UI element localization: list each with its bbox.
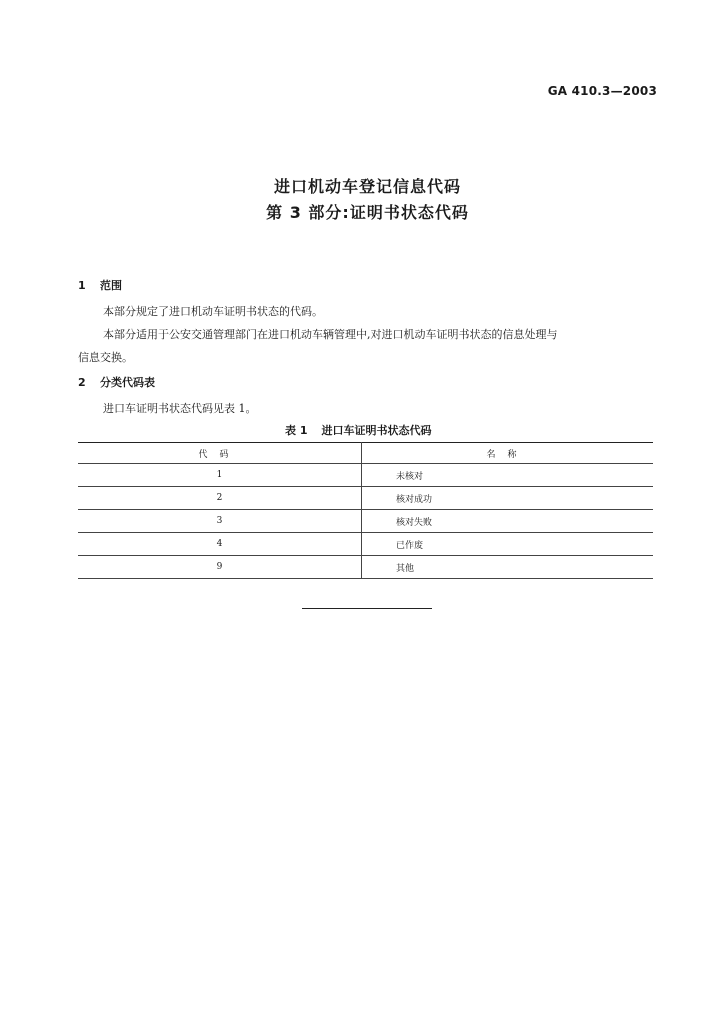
row-name: 已作废 [362, 533, 654, 556]
classification-body [78, 397, 658, 420]
code-table [78, 442, 653, 579]
table-number: 表 1 [285, 424, 308, 437]
scope-paragraph-2-line-1: 本部分适用于公安交通管理部门在进口机动车辆管理中,对进口机动车证明书状态的信息处理与 [103, 328, 558, 341]
section-number: 2 [78, 376, 86, 389]
row-name: 其他 [362, 556, 654, 579]
row-name: 核对失败 [362, 510, 654, 533]
table-header-row [78, 443, 653, 464]
section-number: 1 [78, 279, 86, 292]
row-code: 4 [78, 533, 362, 556]
row-name: 未核对 [362, 464, 654, 487]
table-row [78, 464, 653, 487]
document-title: 进口机动车登记信息代码 [273, 177, 461, 196]
table-row [78, 556, 653, 579]
table-title: 进口车证明书状态代码 [321, 424, 432, 437]
header-code: 代码 [78, 443, 362, 464]
section-title: 分类代码表 [100, 376, 155, 389]
section-heading-classification [78, 374, 155, 390]
row-code: 9 [78, 556, 362, 579]
table-caption [285, 422, 431, 438]
scope-paragraph-1: 本部分规定了进口机动车证明书状态的代码。 [103, 305, 323, 318]
row-name: 核对成功 [362, 487, 654, 510]
row-code: 1 [78, 464, 362, 487]
table-row [78, 510, 653, 533]
header-name: 名称 [362, 443, 654, 464]
row-code: 3 [78, 510, 362, 533]
scope-paragraph-2-line-2: 信息交换。 [78, 351, 133, 364]
end-of-document-rule [302, 608, 432, 609]
table-row [78, 533, 653, 556]
classification-paragraph: 进口车证明书状态代码见表 1。 [103, 402, 257, 415]
section-heading-scope [78, 277, 122, 293]
table-row [78, 487, 653, 510]
document-subtitle: 第 3 部分:证明书状态代码 [266, 203, 469, 222]
section-title: 范围 [100, 279, 122, 292]
scope-body [78, 300, 658, 369]
standard-number: GA 410.3—2003 [547, 84, 657, 98]
row-code: 2 [78, 487, 362, 510]
